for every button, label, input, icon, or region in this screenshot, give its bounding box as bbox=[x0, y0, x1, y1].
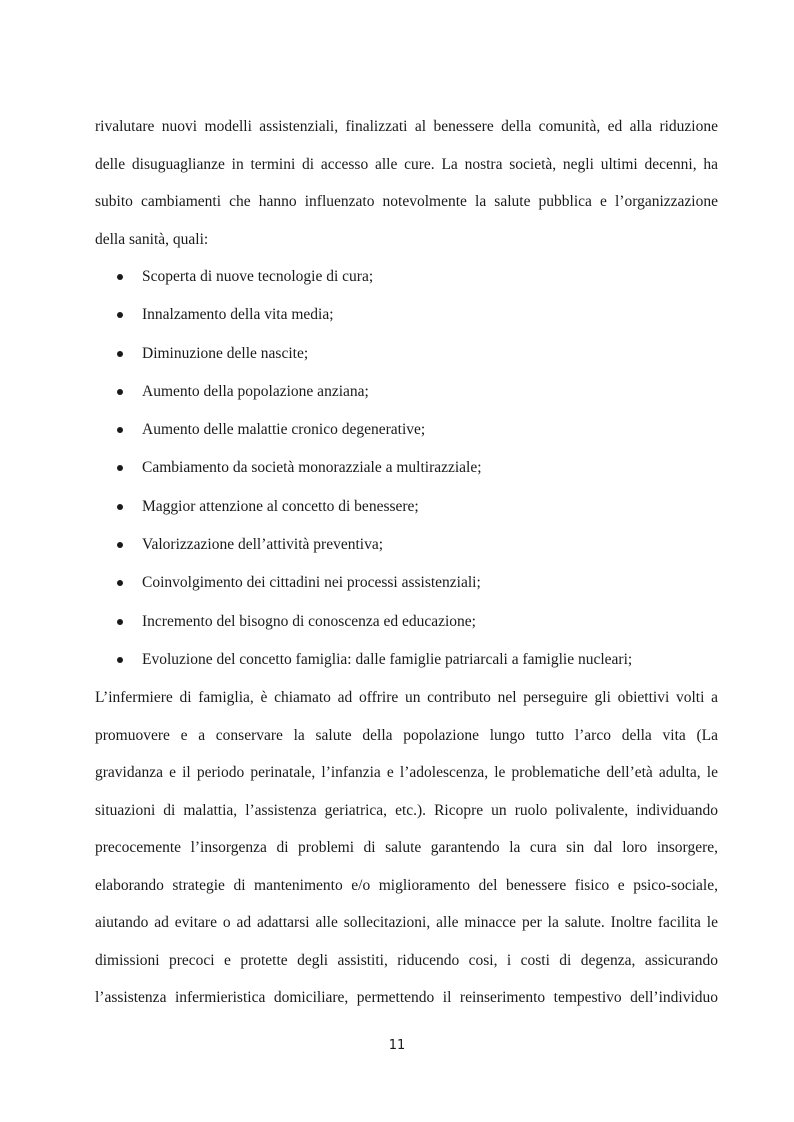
changes-bullet-list bbox=[95, 258, 718, 679]
body-line: l’assistenza infermieristica domiciliare, permettendo il reinserimento tempestivo dell’individuo bbox=[95, 989, 718, 1007]
page-content bbox=[95, 108, 718, 1017]
list-item-text: Evoluzione del concetto famiglia: dalle famiglie patriarcali a famiglie nucleari; bbox=[142, 650, 633, 668]
list-item-text: Aumento delle malattie cronico degenerative; bbox=[142, 421, 426, 439]
intro-paragraph bbox=[95, 108, 718, 258]
bullet-icon bbox=[117, 427, 123, 433]
body-line: situazioni di malattia, l’assistenza geriatrica, etc.). Ricopre un ruolo polivalente, individuando bbox=[95, 801, 718, 819]
bullet-icon bbox=[117, 580, 123, 586]
body-line: precocemente l’insorgenza di problemi di salute garantendo la cura sin dal loro insorgere, bbox=[95, 839, 718, 857]
list-item bbox=[95, 603, 718, 641]
list-item-text: Scoperta di nuove tecnologie di cura; bbox=[142, 268, 374, 285]
list-item-text: Innalzamento della vita media; bbox=[142, 306, 334, 324]
intro-line: delle disuguaglianze in termini di accesso alle cure. La nostra società, negli ultimi decenni, ha bbox=[95, 155, 718, 173]
list-item-text: Cambiamento da società monorazziale a multirazziale; bbox=[142, 459, 482, 477]
body-line: dimissioni precoci e protette degli assistiti, riducendo cosi, i costi di degenza, assicurando bbox=[95, 951, 718, 969]
bullet-icon bbox=[117, 657, 123, 663]
list-item-text: Incremento del bisogno di conoscenza ed educazione; bbox=[142, 612, 476, 630]
intro-line: della sanità, quali: bbox=[95, 230, 209, 248]
body-line: L’infermiere di famiglia, è chiamato ad offrire un contributo nel perseguire gli obiettivi volti a bbox=[95, 689, 718, 707]
list-item bbox=[95, 296, 718, 334]
bullet-icon bbox=[117, 274, 123, 280]
body-line: promuovere e a conservare la salute della popolazione lungo tutto l’arco della vita (La bbox=[95, 726, 718, 744]
bullet-icon bbox=[117, 504, 123, 510]
list-item-text: Aumento della popolazione anziana; bbox=[142, 382, 369, 400]
list-item-text: Coinvolgimento dei cittadini nei processi assistenziali; bbox=[142, 574, 481, 592]
intro-line: rivalutare nuovi modelli assistenziali, finalizzati al benessere della comunità, ed alla riduzione bbox=[95, 118, 718, 135]
body-paragraph bbox=[95, 679, 718, 1017]
bullet-icon bbox=[117, 351, 123, 357]
list-item bbox=[95, 335, 718, 373]
list-item bbox=[95, 411, 718, 449]
list-item bbox=[95, 373, 718, 411]
list-item bbox=[95, 449, 718, 487]
intro-line: subito cambiamenti che hanno influenzato notevolmente la salute pubblica e l’organizzazione bbox=[95, 193, 718, 210]
list-item bbox=[95, 564, 718, 602]
bullet-icon bbox=[117, 465, 123, 471]
list-item bbox=[95, 488, 718, 526]
list-item-text: Maggior attenzione al concetto di benessere; bbox=[142, 497, 419, 515]
bullet-icon bbox=[117, 312, 123, 318]
body-line: gravidanza e il periodo perinatale, l’infanzia e l’adolescenza, le problematiche dell’età adulta, le bbox=[95, 764, 718, 782]
page-number: 11 bbox=[388, 1038, 406, 1053]
list-item-text: Diminuzione delle nascite; bbox=[142, 344, 309, 362]
bullet-icon bbox=[117, 619, 123, 625]
body-line: elaborando strategie di mantenimento e/o miglioramento del benessere fisico e psico-sociale, bbox=[95, 876, 718, 894]
list-item bbox=[95, 526, 718, 564]
body-line: aiutando ad evitare o ad adattarsi alle sollecitazioni, alle minacce per la salute. Inoltre facilita le bbox=[95, 914, 718, 932]
list-item bbox=[95, 641, 718, 679]
list-item-text: Valorizzazione dell’attività preventiva; bbox=[142, 536, 383, 554]
list-item bbox=[95, 258, 718, 296]
bullet-icon bbox=[117, 542, 123, 548]
bullet-icon bbox=[117, 389, 123, 395]
